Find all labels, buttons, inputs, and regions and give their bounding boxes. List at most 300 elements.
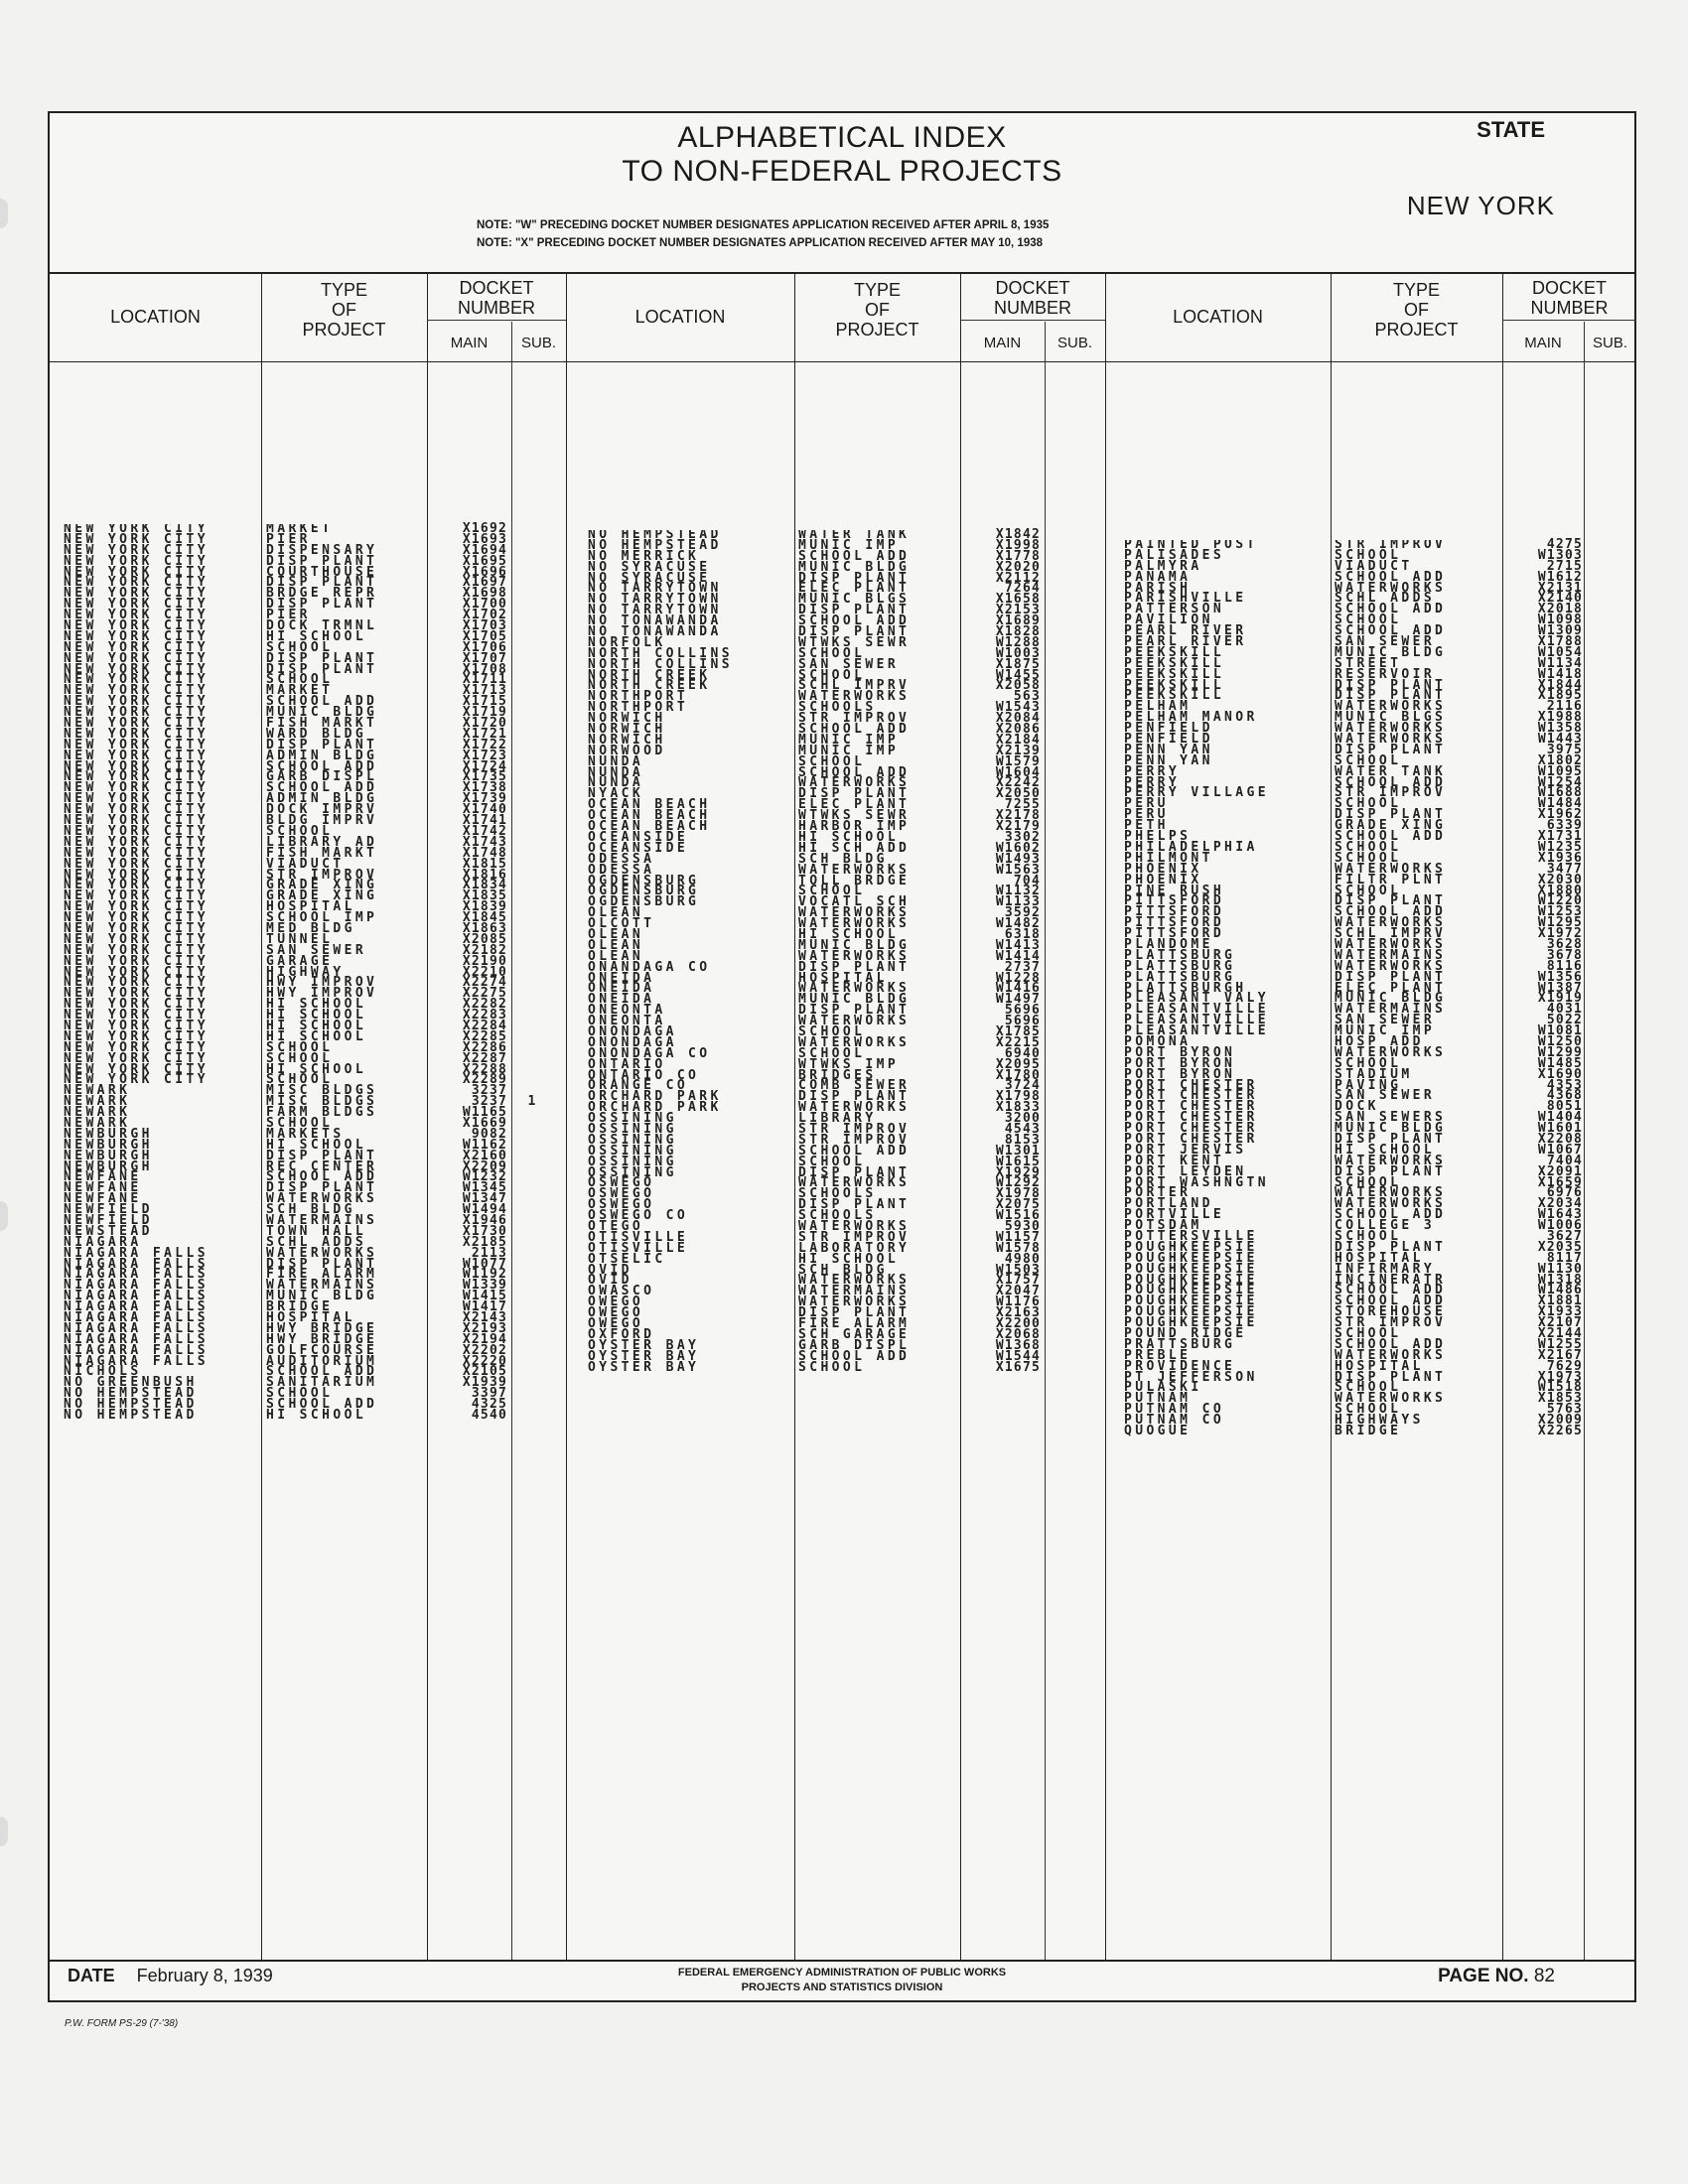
entry-location: POUGHKEEPSIE	[1124, 1261, 1258, 1277]
note-x: NOTE: "X" PRECEDING DOCKET NUMBER DESIGNATES APPLICATION RECEIVED AFTER MAY 10, 1938	[477, 237, 1044, 249]
entry-docket-main: X2105	[462, 1364, 507, 1380]
entry-docket-main: X1962	[1537, 807, 1583, 823]
header-type	[1331, 280, 1502, 340]
header-sub: SUB.	[1592, 335, 1627, 351]
entry-location: NEW YORK CITY	[64, 878, 209, 893]
entry-docket-main: X2167	[1537, 1347, 1583, 1363]
entry-type: SCHOOL ADD	[1335, 1336, 1447, 1352]
entry-docket-main: 4368	[1546, 1088, 1583, 1104]
entry-type: STR IMPROV	[266, 867, 378, 883]
entry-type: WATERWORKS	[266, 1191, 378, 1207]
entry-location: OLEAN	[588, 926, 644, 942]
entry-docket-main: W1176	[995, 1295, 1041, 1310]
entry-type: SCHOOL IMP	[266, 910, 378, 926]
entry-location: NEW YORK CITY	[64, 694, 209, 710]
entry-type: SCHOOL	[798, 1154, 866, 1169]
date-value: February 8, 1939	[136, 1966, 273, 1985]
entry-docket-main: 3678	[1546, 947, 1583, 963]
entry-docket-main: X2095	[995, 1056, 1041, 1072]
entry-location: NIAGARA FALLS	[64, 1353, 209, 1369]
header-location: LOCATION	[110, 307, 201, 327]
entry-docket-main: X1998	[995, 537, 1041, 553]
entry-location: PHOENIX	[1124, 872, 1202, 887]
entry-type: SCHOOL	[1335, 883, 1402, 898]
entry-docket-main: W1081	[1537, 1024, 1583, 1039]
entry-location: PORT BYRON	[1124, 1055, 1236, 1071]
entry-type: HI SCHOOL	[266, 1018, 367, 1033]
entry-type: HI SCHOOL	[798, 926, 900, 942]
entry-docket-main: 8117	[1546, 1250, 1583, 1266]
entry-type: DISP PLANT	[266, 1256, 378, 1272]
entry-location: POUGHKEEPSIE	[1124, 1304, 1258, 1320]
entry-type: COURTHOUSE	[266, 564, 378, 580]
entry-location: ONTARIO CO	[588, 1067, 700, 1083]
entry-type: WATERMAINS	[266, 1213, 378, 1228]
entry-docket-main: X1946	[462, 1213, 507, 1228]
entry-type: WATERWORKS	[798, 775, 911, 791]
entry-location: NEW YORK CITY	[64, 553, 209, 569]
entry-docket-main: X2182	[462, 942, 507, 958]
header-docket-l2: NUMBER	[993, 298, 1071, 318]
entry-docket-main: X1757	[995, 1273, 1041, 1289]
entry-type: DISP PLANT	[266, 1148, 378, 1163]
entry-type: SANITARIUM	[266, 1375, 378, 1391]
entry-docket-main: X1731	[1537, 829, 1583, 845]
col-rule	[427, 272, 428, 1960]
header-type-l3: PROJECT	[835, 320, 919, 340]
entry-location: NEW YORK CITY	[64, 964, 209, 980]
entry-location: NEW YORK CITY	[64, 953, 209, 969]
entry-type: LIBRARY	[798, 1111, 877, 1127]
col-rule	[1331, 272, 1332, 1960]
entry-type: SCHOOL	[1335, 1402, 1402, 1418]
entry-type: BRIDGE	[266, 1299, 334, 1315]
page-number	[1438, 1966, 1555, 1987]
entry-docket-main: W1493	[995, 851, 1041, 867]
entry-docket-main: X2086	[995, 722, 1041, 738]
entry-location: ORCHARD PARK	[588, 1089, 722, 1105]
page-label: PAGE NO.	[1438, 1966, 1529, 1986]
entry-docket-sub	[512, 1411, 552, 1422]
entry-type: STR IMPROV	[1335, 785, 1447, 801]
entry-location: ONANDAGA CO	[588, 959, 711, 975]
entry-docket-main: X2289	[462, 1072, 507, 1088]
entry-docket-main: X1835	[462, 888, 507, 904]
entry-docket-main: X2058	[995, 678, 1041, 694]
col-rule	[261, 272, 262, 1960]
entry-docket-main: W1254	[1537, 774, 1583, 790]
entry-type: DISP PLANT	[798, 1197, 911, 1213]
entry-location: ONONDAGA	[588, 1024, 677, 1039]
entry-docket-main: W1318	[1537, 1272, 1583, 1288]
entry-type: SCHOOL	[1335, 1326, 1402, 1342]
entry-docket-main: W1516	[995, 1208, 1041, 1224]
entry-type: HWY IMPROV	[266, 975, 378, 991]
entry-location: NEWFANE	[64, 1191, 142, 1207]
entry-type: MUNIC BLDG	[266, 705, 378, 721]
entry-type: SCHOOL ADD	[266, 1397, 378, 1413]
entry-type: SCHL IMPRV	[798, 678, 911, 694]
entry-location: OGDENSBURG	[588, 894, 700, 910]
header-top-rule	[50, 272, 1634, 274]
entry-docket-main: 2737	[1004, 959, 1041, 975]
entry-location: NEW YORK CITY	[64, 910, 209, 926]
entry-type: ELEC PLANT	[798, 797, 911, 813]
entry-type: SCHOOL ADD	[266, 780, 378, 796]
entry-docket-main: 2113	[471, 1245, 507, 1261]
entry-docket-main: W1077	[462, 1256, 507, 1272]
entry-location: PEARL RIVER	[1124, 623, 1247, 639]
entry-type: SCHOOL ADD	[266, 1169, 378, 1185]
entry-location: NIAGARA FALLS	[64, 1245, 209, 1261]
entry-docket-main: W1494	[462, 1202, 507, 1218]
entry-type: WATERWORKS	[798, 916, 911, 932]
entry-location: NORTH COLLINS	[588, 656, 733, 672]
entry-location: NORTH CREEK	[588, 667, 711, 683]
entry-location: NUNDA	[588, 775, 644, 791]
entry-location: OWASCO	[588, 1284, 655, 1299]
entry-location: OCEANSIDE	[588, 829, 689, 845]
entry-location: PORT CHESTER	[1124, 1131, 1258, 1147]
entry-type: SCHOOL	[266, 672, 334, 688]
entry-type: HOSPITAL	[1335, 1358, 1424, 1374]
entry-location: PUTNAM CO	[1124, 1402, 1225, 1418]
entry-location: NIAGARA	[64, 1234, 142, 1250]
entry-type: HOSP ADD	[1335, 1033, 1424, 1049]
entry-docket-main: 3302	[1004, 829, 1041, 845]
date-label: DATE	[68, 1966, 115, 1985]
entry-type: VIADUCT	[1335, 558, 1413, 574]
entry-docket-main: X1702	[462, 608, 507, 623]
entry-docket-main: X2107	[1537, 1315, 1583, 1331]
entry-docket-main: W1482	[995, 916, 1041, 932]
entry-docket-main: X2178	[995, 808, 1041, 824]
entry-docket-main: W1345	[462, 1180, 507, 1196]
entry-type: WATERWORKS	[798, 1034, 911, 1050]
entry-location: NIAGARA FALLS	[64, 1256, 209, 1272]
entry-docket-main: W1484	[1537, 796, 1583, 812]
entry-location: OWEGO	[588, 1295, 644, 1310]
entry-type: HIGHWAY	[266, 964, 345, 980]
entry-type: HI SCHOOL	[266, 628, 367, 644]
entry-type: WATERWORKS	[1335, 1347, 1447, 1363]
entry-type: SCHOOL	[1335, 613, 1402, 628]
entry-docket-main: 5763	[1546, 1402, 1583, 1418]
entry-type: DISP PLANT	[266, 737, 378, 752]
entry-docket-main: W1134	[1537, 655, 1583, 671]
entry-type: WATERMAINS	[266, 1278, 378, 1294]
entry-type: WATERWORKS	[798, 1273, 911, 1289]
entry-type: SCHOOL ADD	[266, 1364, 378, 1380]
entry-docket-main: W1255	[1537, 1336, 1583, 1352]
type-column	[266, 524, 427, 1422]
entry-docket-main: X1875	[995, 656, 1041, 672]
entry-docket-main: W1486	[1537, 1283, 1583, 1298]
footer-rule	[50, 1960, 1634, 1962]
header-type-l1: TYPE	[1392, 280, 1440, 300]
main-docket-column	[961, 527, 1041, 1375]
entry-docket-main: X1844	[1537, 677, 1583, 693]
entry-type: WATERWORKS	[1335, 699, 1447, 715]
entry-type: WTWKS SEWR	[798, 634, 911, 650]
entry-location: PLATTSBURGH	[1124, 980, 1247, 996]
entry-type: PIER	[266, 608, 311, 623]
entry-type: BRIDGES	[798, 1067, 877, 1083]
entry-docket-main: X2050	[995, 786, 1041, 802]
entry-docket-main: 6976	[1546, 1185, 1583, 1201]
entry-location: PLATTSBURG	[1124, 958, 1236, 974]
entry-docket-main: X1658	[995, 592, 1041, 608]
entry-docket-main: 4353	[1546, 1077, 1583, 1093]
entry-type: SCHOOLS	[798, 1186, 877, 1202]
entry-docket-main: X2068	[995, 1326, 1041, 1342]
state-value: NEW YORK	[1406, 191, 1555, 220]
entry-type: SCHOOL ADD	[1335, 1207, 1447, 1223]
entry-docket-main: W1130	[1537, 1261, 1583, 1277]
entry-docket-main: W1347	[462, 1191, 507, 1207]
header-type-l2: OF	[865, 300, 890, 320]
entry-location: POUGHKEEPSIE	[1124, 1283, 1258, 1298]
entry-location: NEW YORK CITY	[64, 823, 209, 839]
entry-location: PHOENIX	[1124, 861, 1202, 877]
entry-type: BRIDGE	[1335, 1424, 1402, 1437]
entry-location: ONONDAGA	[588, 1034, 677, 1050]
entry-type: SCHOOL	[266, 1072, 334, 1088]
entry-location: NO TONAWANDA	[588, 624, 722, 640]
entry-docket-main: X2179	[995, 819, 1041, 835]
entry-type: PAVING	[1335, 1077, 1402, 1093]
entry-docket-main: X1815	[462, 856, 507, 872]
entry-docket-main: W1443	[1537, 732, 1583, 748]
entry-location: NEW YORK CITY	[64, 791, 209, 807]
entry-type: FISH MARKT	[266, 716, 378, 732]
entry-docket-main: X1842	[995, 527, 1041, 542]
entry-type: SCH BLDG	[266, 1202, 355, 1218]
entry-location: NEW YORK CITY	[64, 942, 209, 958]
entry-location: NO HEMPSTEAD	[64, 1408, 198, 1422]
entry-type: WATER TANK	[798, 530, 911, 542]
entry-docket-main: W1228	[995, 970, 1041, 986]
entry-location: NICHOLS	[64, 1364, 142, 1380]
entry-docket-main: X1675	[995, 1359, 1041, 1375]
entry-location: PLEASANT VALY	[1124, 991, 1269, 1007]
entry-type: MUNIC BLDG	[798, 559, 911, 575]
entry-docket-main: X2153	[995, 603, 1041, 618]
entry-location: NEWBURGH	[64, 1159, 153, 1174]
entry-type: SCHOOL ADD	[1335, 774, 1447, 790]
entry-type: DOCK IMPRV	[266, 802, 378, 818]
header-docket	[1502, 278, 1636, 318]
entry-location: OSWEGO	[588, 1197, 655, 1213]
entry-docket-main: X2242	[995, 775, 1041, 791]
entry-type: SCHOOL	[1335, 1229, 1402, 1244]
header-main: MAIN	[450, 335, 489, 351]
entry-docket-main: X2030	[1537, 872, 1583, 887]
entry-docket-main: 5022	[1546, 1013, 1583, 1028]
entry-docket-main: W1288	[995, 634, 1041, 650]
entry-type: SCHOOL	[1335, 1055, 1402, 1071]
agency-line-2: PROJECTS AND STATISTICS DIVISION	[741, 1981, 943, 1993]
entry-location: OLEAN	[588, 905, 644, 921]
entry-docket-main: 4543	[1004, 1121, 1041, 1137]
entry-type: AUDITORIUM	[266, 1353, 378, 1369]
entry-docket-main: W1358	[1537, 721, 1583, 737]
entry-type: HWY BRIDGE	[266, 1331, 378, 1347]
entry-docket-main: X1929	[995, 1164, 1041, 1180]
entry-location: NORWOOD	[588, 743, 666, 758]
docket-rule	[960, 320, 1105, 321]
entry-location: OLEAN	[588, 937, 644, 953]
entry-location: PORTER	[1124, 1185, 1192, 1201]
entry-type: HOSPITAL	[798, 970, 888, 986]
entry-docket-main: W1518	[1537, 1380, 1583, 1396]
entry-type: SCHOOL ADD	[798, 1348, 911, 1364]
entry-docket-main: W1067	[1537, 1142, 1583, 1158]
entry-type: MARKET	[266, 683, 334, 699]
entry-docket-main: X1845	[462, 910, 507, 926]
entry-location: PEEKSKILL	[1124, 644, 1225, 660]
entry-location: PEEKSKILL	[1124, 655, 1225, 671]
entry-location: PELHAM MANOR	[1124, 710, 1258, 726]
entry-type: LABORATORY	[798, 1240, 911, 1256]
entry-type: STOREHOUSE	[1335, 1304, 1447, 1320]
entry-location: OTISVILLE	[588, 1240, 689, 1256]
entry-type: WATERWORKS	[798, 689, 911, 705]
entry-docket-main: 7629	[1546, 1358, 1583, 1374]
entry-location: NEW YORK CITY	[64, 748, 209, 763]
entry-location: PORT KENT	[1124, 1153, 1225, 1168]
entry-type: MED BLDG	[266, 920, 355, 936]
entry-docket-main: 3724	[1004, 1078, 1041, 1094]
entry-docket-main: W1579	[995, 753, 1041, 769]
entry-location: NEW YORK CITY	[64, 737, 209, 752]
docket-rule	[427, 320, 566, 321]
entry-type: GARB DISPL	[266, 769, 378, 785]
entry-type: MUNIC IMP	[798, 537, 900, 553]
entry-location: NEW YORK CITY	[64, 564, 209, 580]
entry-type: WATERWORKS	[1335, 1044, 1447, 1060]
entry-docket-main: X1933	[1537, 1304, 1583, 1320]
sub-docket-column	[1046, 530, 1095, 1373]
sub-docket-column	[1585, 540, 1629, 1437]
entry-docket-main: X2139	[995, 743, 1041, 758]
entry-type: ADMIN BLDG	[266, 791, 378, 807]
entry-type: WATERWORKS	[798, 1100, 911, 1116]
entry-location: NEW YORK CITY	[64, 856, 209, 872]
entry-type: GARAGE	[266, 953, 334, 969]
entry-location: PEEKSKILL	[1124, 677, 1225, 693]
entry-location: NORWICH	[588, 732, 666, 748]
entry-location: OSSINING	[588, 1111, 677, 1127]
entry-location: NORTHPORT	[588, 700, 689, 716]
header-location: LOCATION	[634, 307, 726, 327]
header-type-l1: TYPE	[320, 280, 367, 300]
entry-type: MUNIC BLDG	[1335, 991, 1447, 1007]
entry-type: SCHL ADDS	[1335, 591, 1436, 607]
entry-type: WATERWORKS	[1335, 721, 1447, 737]
entry-type: GRADE XING	[266, 888, 378, 904]
entry-docket-main: X1881	[1537, 1294, 1583, 1309]
entry-type: WATERWORKS	[1335, 936, 1447, 952]
entry-location: POUGHKEEPSIE	[1124, 1294, 1258, 1309]
entry-docket-main: X1798	[995, 1089, 1041, 1105]
entry-docket-main: W1253	[1537, 904, 1583, 920]
entry-type: DISP PLANT	[798, 1003, 911, 1019]
entry-type: WATERMAINS	[798, 1284, 911, 1299]
entry-docket-main: W1098	[1537, 613, 1583, 628]
entry-location: NEW YORK CITY	[64, 1050, 209, 1066]
entry-docket-main: 8051	[1546, 1099, 1583, 1115]
entry-docket-main: X1721	[462, 726, 507, 742]
entry-type: WATERWORKS	[798, 1219, 911, 1234]
entry-location: NEW YORK CITY	[64, 597, 209, 613]
entry-type: WARD BLDG	[266, 726, 367, 742]
entry-location: NEW YORK CITY	[64, 899, 209, 915]
entry-location: NO TARRYTOWN	[588, 581, 722, 597]
entry-docket-main: X1742	[462, 823, 507, 839]
entry-type: SCHOOL ADD	[798, 614, 911, 629]
entry-location: NIAGARA FALLS	[64, 1267, 209, 1283]
entry-type: HI SCHOOL	[798, 1251, 900, 1267]
agency-block	[50, 1966, 1634, 1995]
header-main: MAIN	[1524, 335, 1562, 351]
entry-type: VOCATL SCH	[798, 894, 911, 910]
entry-location: PATTERSON	[1124, 602, 1225, 617]
entry-type: WATERMAINS	[1335, 947, 1447, 963]
entry-location: OSWEGO	[588, 1175, 655, 1191]
entry-location: NORWICH	[588, 722, 666, 738]
entry-type: STR IMPROV	[798, 711, 911, 727]
entry-type: ELEC PLANT	[798, 581, 911, 597]
entry-location: OSSINING	[588, 1132, 677, 1148]
punch-hole	[0, 199, 8, 228]
entry-location: NEWFIELD	[64, 1202, 153, 1218]
entry-type: HI SCHOOL	[266, 1137, 367, 1153]
entry-type: MUNIC BLDG	[266, 1289, 378, 1304]
header-sub: SUB.	[1056, 335, 1092, 351]
entry-type: SCHOOL	[1335, 547, 1402, 563]
entry-docket-main: X1722	[462, 737, 507, 752]
entry-type: SCHOOL	[798, 1024, 866, 1039]
entry-docket-main: X2020	[995, 559, 1041, 575]
entry-location: PORT BYRON	[1124, 1066, 1236, 1082]
entry-location: PINE RUSH	[1124, 883, 1225, 898]
entry-docket-main: X2140	[1537, 591, 1583, 607]
entry-location: NEW YORK CITY	[64, 1018, 209, 1033]
entry-docket-main: X1919	[1537, 991, 1583, 1007]
entry-docket-main: X2143	[462, 1310, 507, 1326]
entry-location: OYSTER BAY	[588, 1337, 700, 1353]
entry-type: SCHOOL	[1335, 752, 1402, 768]
entry-location: NEWSTEAD	[64, 1223, 153, 1239]
notes	[477, 216, 1049, 252]
entry-docket-main: X2284	[462, 1018, 507, 1033]
entry-docket-main: 7404	[1546, 1153, 1583, 1168]
entry-location: NORFOLK	[588, 634, 666, 650]
entry-type: SCHOOLS	[798, 1208, 877, 1224]
entry-docket-main: X1698	[462, 586, 507, 602]
entry-type: SAN SEWERS	[1335, 1110, 1447, 1126]
entry-location: NEWBURGH	[64, 1126, 153, 1142]
entry-type: WATERWORKS	[1335, 732, 1447, 748]
entry-location: PORT JERVIS	[1124, 1142, 1247, 1158]
entry-docket-main: 7264	[1004, 581, 1041, 597]
entry-location: PORT CHESTER	[1124, 1110, 1258, 1126]
entry-type: DISP PLANT	[1335, 688, 1447, 704]
entry-location: ODESSA	[588, 851, 655, 867]
entry-location: PERU	[1124, 807, 1169, 823]
entry-location: NIAGARA FALLS	[64, 1278, 209, 1294]
